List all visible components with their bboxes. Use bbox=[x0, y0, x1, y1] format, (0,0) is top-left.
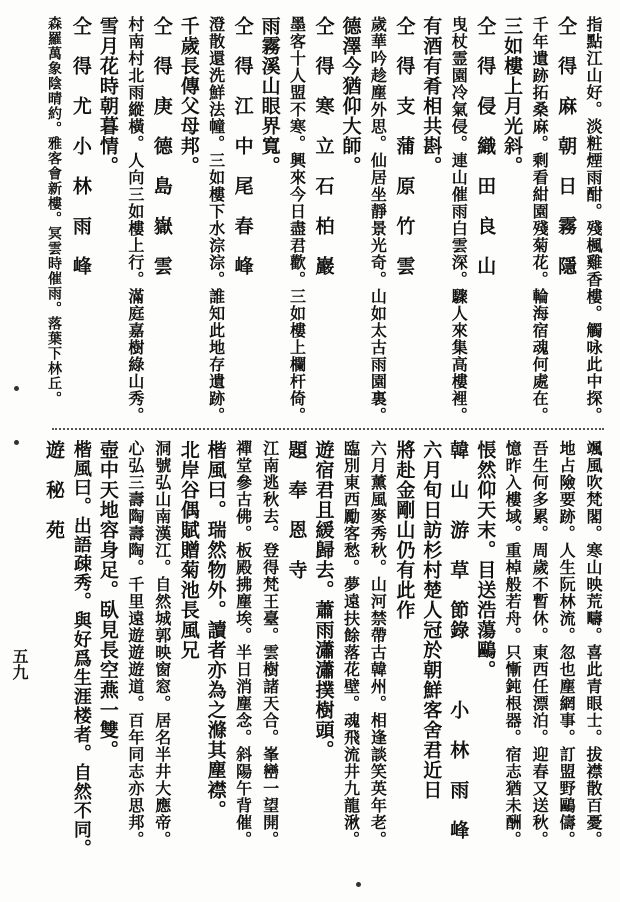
text-column: 悵然仰天末。目送浩蕩鷗。 bbox=[474, 440, 497, 680]
section-divider bbox=[52, 428, 604, 430]
poem-column: 墨客十人盟不寒。興來今日盡君歡。三如樓上欄杆倚。 bbox=[287, 16, 307, 424]
poem-column: 千年遺跡拓桑麻。剩看紺園殘菊花。輪海宿魂何處在。 bbox=[530, 16, 550, 424]
text-column: 心弘三壽陶壽陶。千里遠遊遊遊道。百年同志亦思邦。 bbox=[125, 440, 145, 848]
poem-column: 三如樓上月光斜。 bbox=[501, 16, 524, 176]
text-column: 憶昨入樓域。重棹般若舟。只慚鈍根器。宿志猶未酬。 bbox=[503, 440, 523, 848]
poem-column: 歲華吟趁塵外思。仙居坐靜景光奇。山如太古雨園裏。 bbox=[368, 16, 388, 424]
text-column: 地占險要跡。人生阮林流。忽也塵網事。訂盟野鷗儔。 bbox=[557, 440, 577, 848]
poem-column: 仝 得 麻 朝 日 霧 隱 bbox=[555, 16, 578, 276]
text-column: 六月旬日訪杉村楚人冠於朝鮮客舍君近日 bbox=[420, 440, 443, 800]
top-section bbox=[40, 16, 606, 426]
text-column: 壺中天地容身足。臥見長空燕一雙。 bbox=[96, 440, 119, 760]
bottom-section bbox=[40, 440, 606, 860]
poem-column: 仝 得 庚 德 島 嶽 雲 bbox=[150, 16, 173, 276]
poem-column: 仝 得 侵 織 田 良 山 bbox=[474, 16, 497, 276]
poem-column: 雨霧溪山眼界寬。 bbox=[258, 16, 281, 176]
poem-column: 村南村北雨縱橫。人向三如樓上行。滿庭嘉樹綠山秀。 bbox=[125, 16, 145, 424]
text-column: 臨別東西勵客愁。夢遠扶餘落花壁。魂飛流井九龍湫。 bbox=[341, 440, 361, 848]
text-column: 江南逃秋去。登得梵王臺。雲樹諸天合。峯巒一望開。 bbox=[260, 440, 280, 848]
text-column: 將赴金剛山仍有此作 bbox=[393, 440, 416, 620]
text-column: 楷風曰。瑞然物外。讀者亦為之滌其塵襟。 bbox=[204, 440, 227, 820]
poem-column: 指點江山好。淡粧煙雨酣。殘楓雞香樓。觸咏此中探。 bbox=[584, 16, 603, 424]
text-column: 題 奉 恩 寺 bbox=[285, 440, 308, 580]
margin-dot bbox=[356, 882, 361, 887]
text-column: 遊宿君且緩歸去。蕭雨瀟瀟撲樹頭。 bbox=[312, 440, 335, 760]
margin-dot bbox=[14, 440, 19, 445]
poem-column: 雪月花時朝暮情。 bbox=[96, 16, 119, 176]
text-column: 北岸谷偶賦贈菊池長風兄 bbox=[177, 440, 200, 660]
text-column: 洞號弘山南漢江。自然城郭映窗窓。居名半井大應帝。 bbox=[152, 440, 172, 848]
text-column: 禪堂參古佛。板殿拂塵埃。半日消塵念。斜陽午背催。 bbox=[233, 440, 253, 848]
poem-column: 千歲長傳父母邦。 bbox=[177, 16, 200, 176]
page-number: 五九 bbox=[10, 648, 29, 680]
poem-column: 曳杖霊園冷氣侵。連山催雨白雲深。驟人來集高樓裡。 bbox=[449, 16, 469, 424]
poem-column: 仝 得 寒 立 石 柏 巖 bbox=[312, 16, 335, 276]
poem-column: 仝 得 江 中 尾 春 峰 bbox=[231, 16, 254, 276]
poem-column: 有酒有肴相共斟。 bbox=[420, 16, 443, 176]
poem-column: 德澤今猶仰大師。 bbox=[339, 16, 362, 176]
text-column: 韓 山 游 草 節錄 小 林 雨 峰 bbox=[447, 440, 470, 840]
poem-column: 仝 得 尤 小 林 雨 峰 bbox=[69, 16, 92, 276]
margin-dot bbox=[14, 386, 19, 391]
text-column: 遊 秘 苑 bbox=[42, 440, 65, 540]
poem-column: 仝 得 支 蒲 原 竹 雲 bbox=[393, 16, 416, 276]
text-column: 楷風曰。出語疎秀。與好爲生涯楼者。自然不同。 bbox=[70, 440, 92, 858]
text-column: 颯風吹梵閣。寒山映荒疇。喜此青眼士。拔襟散百憂。 bbox=[584, 440, 603, 848]
text-column: 六月薰風麥秀秋。山河禁帶古韓州。相逢談笑英年老。 bbox=[368, 440, 388, 848]
text-column: 吾生何多累。周歲不暫休。東西任漂泊。迎春又送秋。 bbox=[530, 440, 550, 848]
poem-column: 澄散還洗鮮法幢。三如樓下水淙淙。誰知此地存遺跡。 bbox=[206, 16, 226, 424]
poem-column: 森羅萬象陰晴約。雅客會新樓。冥雲時催雨。落葉下林丘。 bbox=[45, 16, 62, 406]
